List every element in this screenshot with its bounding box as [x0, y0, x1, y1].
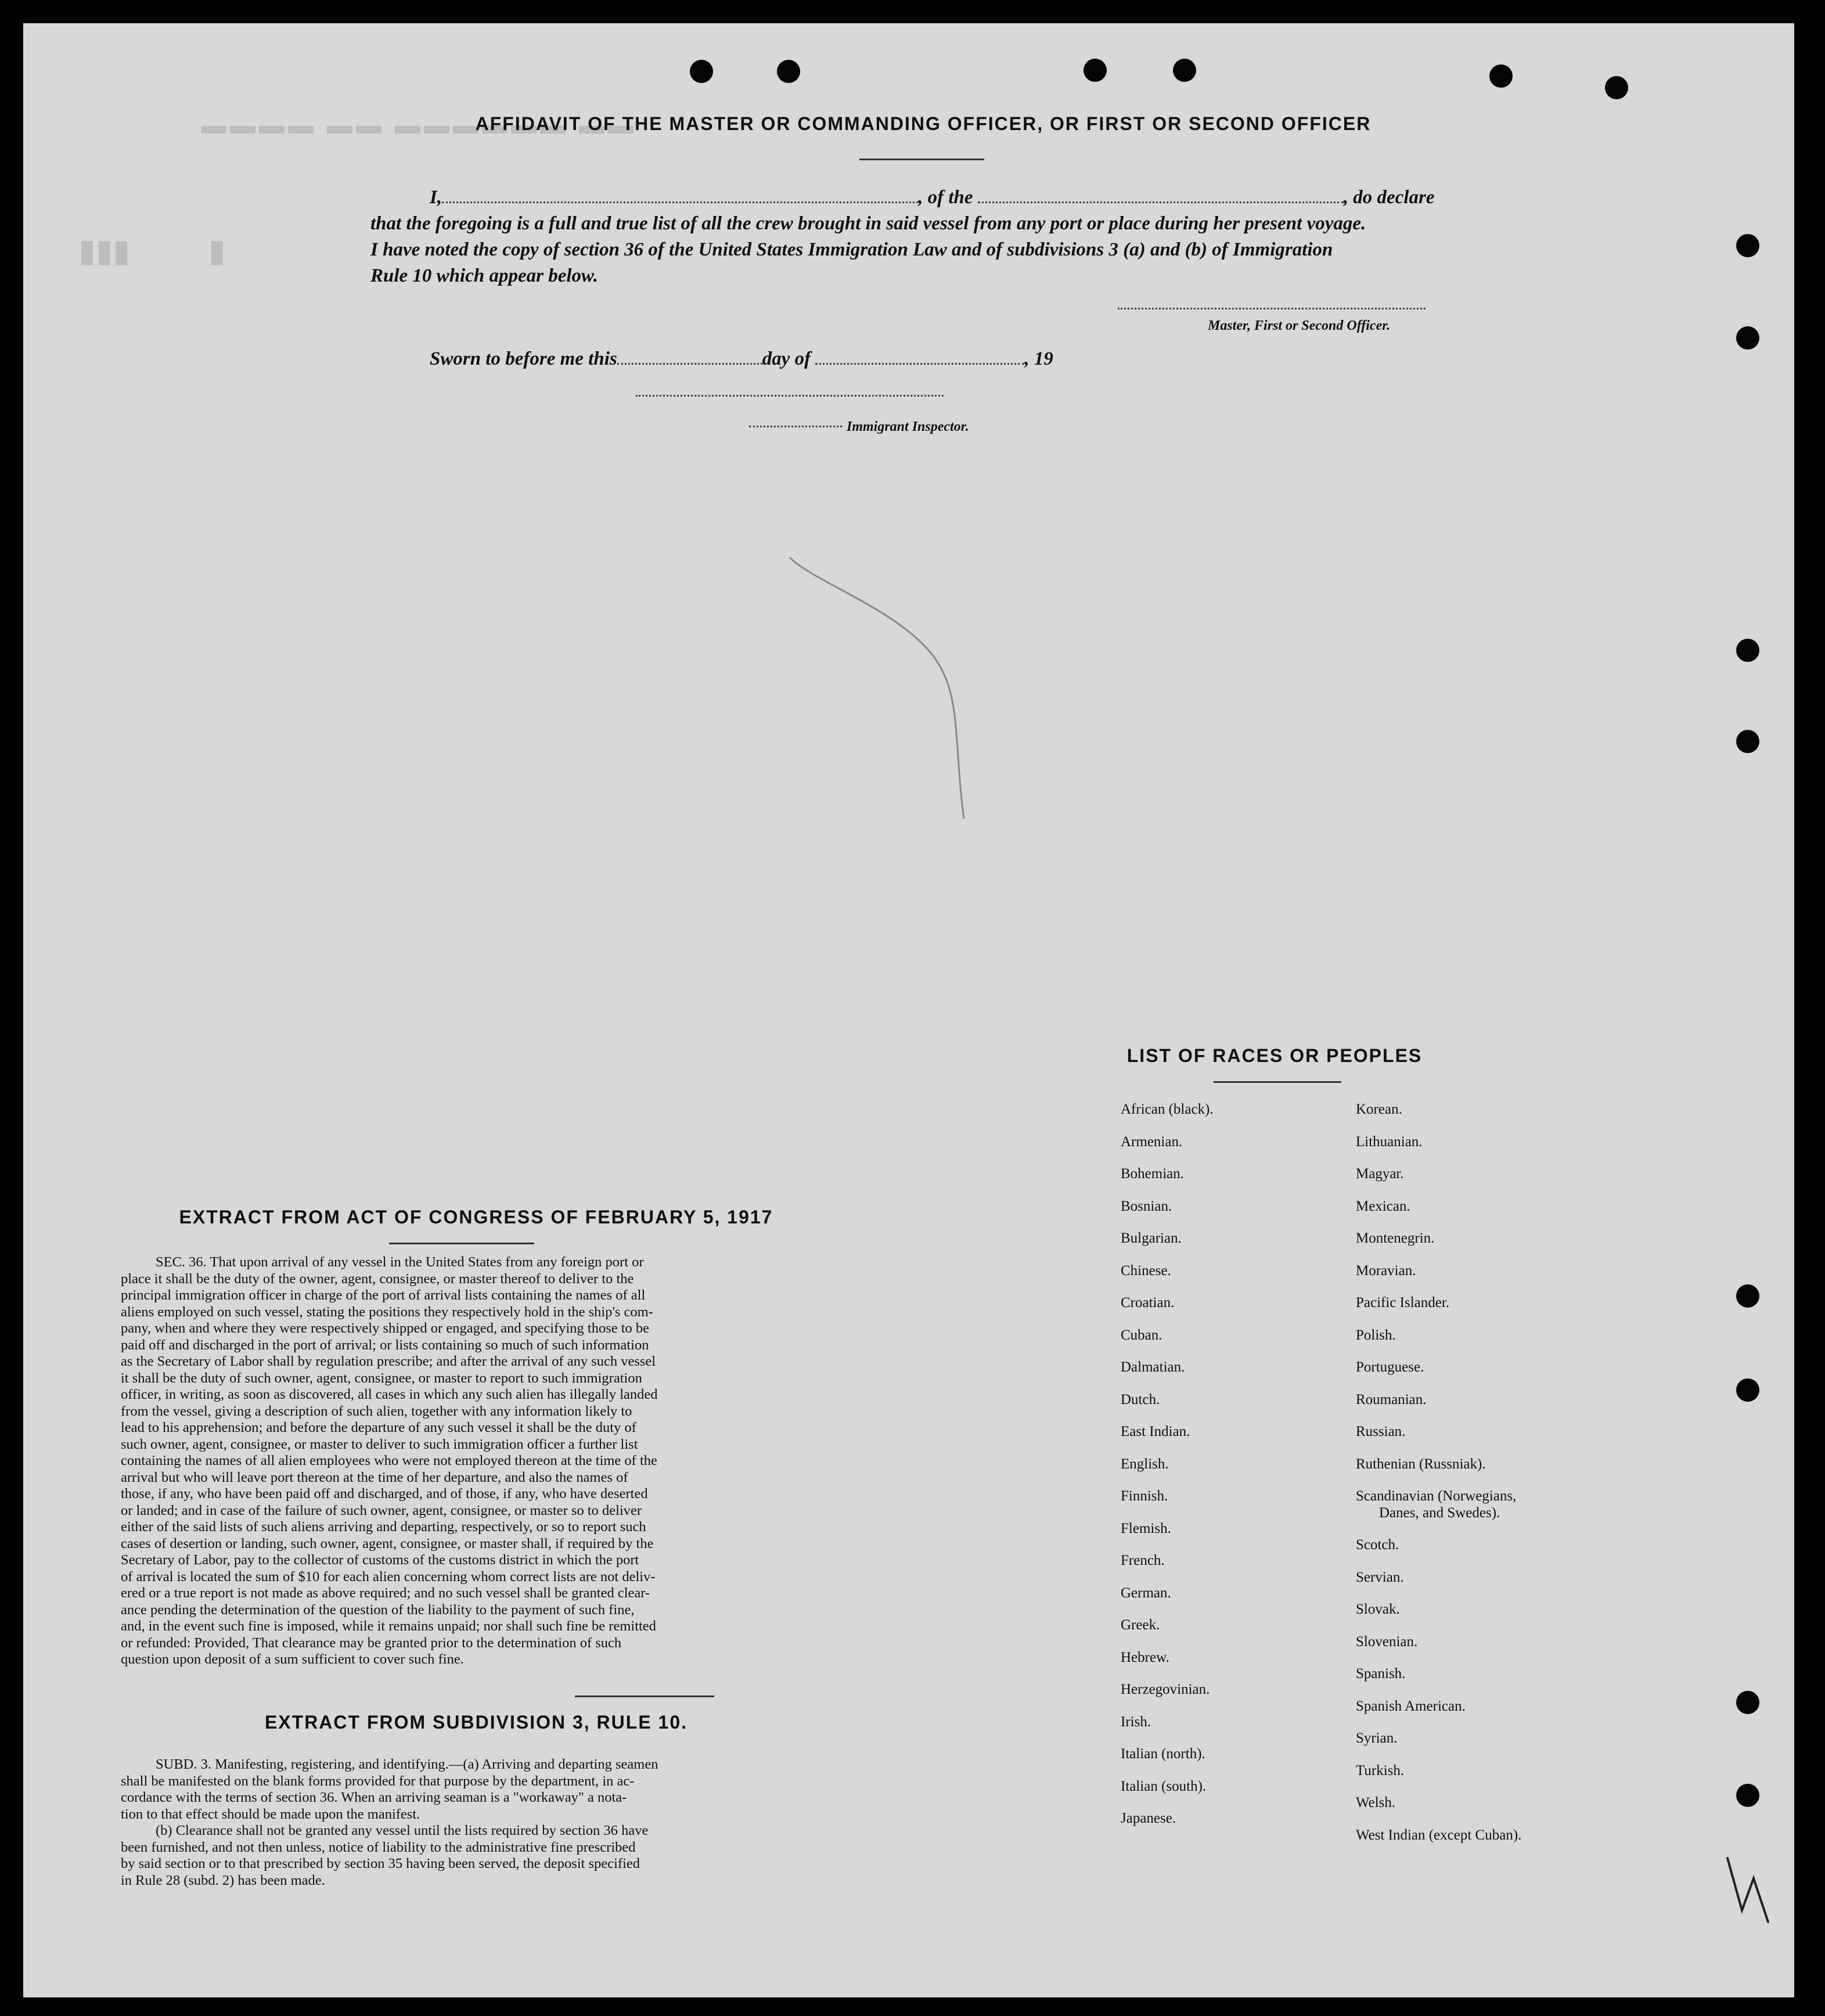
punch-hole: [1736, 1691, 1759, 1714]
text-line: SUBD. 3. Manifesting, registering, and identifying.—(a) Arriving and departing seamen: [156, 1756, 658, 1772]
text-line: ance pending the determination of the question of the liability to the payment of such fine,: [121, 1601, 635, 1618]
text-line: and, in the event such fine is imposed, while it remains unpaid; nor shall such fine be remitted: [121, 1618, 656, 1634]
races-title: LIST OF RACES OR PEOPLES: [1126, 1045, 1423, 1066]
extract-act-title: EXTRACT FROM ACT OF CONGRESS OF FEBRUARY 5, 1917: [179, 1207, 773, 1227]
bleed-through-number: ▮▮▮ ▮: [78, 233, 226, 268]
affidavit-line-3: I have noted the copy of section 36 of the United States Immigration Law and of subdivisions 3 (a) and (b) of Immigration: [370, 239, 1333, 260]
race-item: Montenegrin.: [1356, 1230, 1435, 1246]
punch-hole: [777, 60, 800, 83]
punch-hole: [1736, 730, 1759, 753]
race-item: African (black).: [1121, 1101, 1214, 1117]
race-item: Turkish.: [1356, 1762, 1405, 1779]
race-item: Syrian.: [1356, 1730, 1398, 1746]
text-line: aliens employed on such vessel, stating the positions they respectively hold in the ship's com-: [121, 1304, 653, 1320]
bleed-through-heading: ▬▬ ▬▬▬▬▬▬ ▬▬ ▬▬▬▬: [197, 111, 633, 139]
master-signature-caption: Master, First or Second Officer.: [1208, 318, 1391, 333]
text-line: place it shall be the duty of the owner, agent, consignee, or master thereof to deliver to the: [121, 1270, 634, 1287]
text-line: of arrival is located the sum of $10 for each alien concerning whom correct lists are not deliv-: [121, 1568, 656, 1585]
race-item: Scandinavian (Norwegians,: [1356, 1488, 1517, 1504]
race-item: Ruthenian (Russniak).: [1356, 1456, 1486, 1472]
race-item: Portuguese.: [1356, 1359, 1424, 1375]
text-line: or landed; and in case of the failure of such owner, agent, consignee, or master so to deliver: [121, 1502, 642, 1518]
affidavit-title: AFFIDAVIT OF THE MASTER OR COMMANDING OFFICER, OR FIRST OR SECOND OFFICER: [475, 113, 1372, 134]
race-item: Roumanian.: [1356, 1391, 1427, 1407]
race-item: Moravian.: [1356, 1262, 1416, 1279]
race-item: Croatian.: [1121, 1295, 1175, 1311]
text-line: been furnished, and not then unless, notice of liability to the administrative fine prescribed: [121, 1839, 636, 1855]
punch-hole: [1084, 59, 1107, 82]
text-line: lead to his apprehension; and before the departure of any such vessel it shall be the duty of: [121, 1420, 636, 1435]
race-item: English.: [1121, 1456, 1169, 1472]
race-item: French.: [1121, 1553, 1165, 1568]
text-line: from the vessel, giving a description of such alien, together with any information likely to: [121, 1403, 632, 1419]
race-item: Danes, and Swedes).: [1379, 1504, 1500, 1521]
race-item: German.: [1121, 1585, 1171, 1601]
extract-rule-body: [121, 1756, 835, 1889]
race-item: Scotch.: [1356, 1537, 1399, 1553]
sworn-prefix: Sworn to before me this: [430, 348, 617, 369]
race-item: Armenian.: [1121, 1133, 1183, 1150]
race-item: Lithuanian.: [1356, 1133, 1423, 1150]
extract-act-end-rule: [575, 1695, 714, 1697]
race-item: Dalmatian.: [1121, 1359, 1185, 1375]
race-item: Pacific Islander.: [1356, 1295, 1450, 1311]
vessel-blank: [978, 188, 1344, 203]
race-item: Herzegovinian.: [1121, 1682, 1210, 1697]
race-item: Japanese.: [1121, 1810, 1176, 1826]
sworn-day-label: day of: [762, 348, 811, 369]
race-item: Greek.: [1121, 1617, 1160, 1633]
pencil-mark: [778, 546, 999, 836]
punch-hole: [1736, 639, 1759, 662]
punch-hole: [1736, 1784, 1759, 1807]
punch-hole: [1736, 234, 1759, 257]
race-item: Dutch.: [1121, 1391, 1160, 1407]
text-line: such owner, agent, consignee, or master to deliver to such immigration officer a further list: [121, 1436, 638, 1452]
race-item: Russian.: [1356, 1424, 1406, 1439]
race-item: Cuban.: [1121, 1327, 1162, 1343]
sworn-line: [430, 348, 1185, 370]
punch-hole: [1736, 1378, 1759, 1402]
inspector-signature-caption: Immigrant Inspector.: [847, 419, 969, 434]
race-item: Welsh.: [1356, 1795, 1396, 1810]
text-line: containing the names of all alien employees who were not employed thereon at the time of the: [121, 1453, 657, 1468]
affidavit-declare-label: , do declare: [1343, 187, 1435, 208]
race-item: Finnish.: [1121, 1488, 1168, 1504]
affidavit-declaration-line: [430, 187, 1504, 208]
title-rule: [859, 159, 984, 160]
text-line: pany, when and where they were respectively shipped or engaged, and specifying those to be: [121, 1320, 650, 1336]
race-item: Italian (north).: [1121, 1746, 1205, 1762]
text-line: SEC. 36. That upon arrival of any vessel in the United States from any foreign port or: [156, 1254, 644, 1270]
handwritten-mark: [1719, 1846, 1783, 1934]
name-blank: [442, 188, 918, 203]
race-item: Irish.: [1121, 1713, 1151, 1730]
race-item: Korean.: [1356, 1101, 1402, 1117]
affidavit-i-label: I,: [430, 187, 442, 208]
extract-act-body: [121, 1254, 835, 1668]
race-item: East Indian.: [1121, 1424, 1190, 1439]
text-line: in Rule 28 (subd. 2) has been made.: [121, 1872, 325, 1888]
punch-hole: [1736, 1284, 1759, 1308]
punch-hole: [1489, 64, 1513, 88]
document-page: [23, 23, 1794, 1997]
text-line: tion to that effect should be made upon the manifest.: [121, 1806, 420, 1822]
race-item: Hebrew.: [1121, 1649, 1169, 1665]
text-line: by said section or to that prescribed by section 35 having been served, the deposit specified: [121, 1856, 640, 1871]
race-item: Slovak.: [1356, 1601, 1400, 1617]
text-line: shall be manifested on the blank forms provided for that purpose by the department, in ac-: [121, 1773, 635, 1789]
inspector-short-line: [749, 426, 842, 427]
punch-hole: [690, 60, 713, 83]
text-line: principal immigration officer in charge of the port of arrival lists containing the names of all: [121, 1287, 646, 1303]
text-line: it shall be the duty of such owner, agent, consignee, or master to report to such immigration: [121, 1370, 642, 1386]
master-signature-line: [1118, 308, 1426, 309]
race-item: Slovenian.: [1356, 1633, 1418, 1650]
text-line: cordance with the terms of section 36. When an arriving seaman is a "workaway" a nota-: [121, 1790, 627, 1805]
text-line: question upon deposit of a sum sufficient to cover such fine.: [121, 1651, 464, 1667]
text-line: as the Secretary of Labor shall by regulation prescribe; and after the arrival of any such vessel: [121, 1353, 656, 1369]
text-line: arrival but who will leave port thereon at the time of her departure, and also the names of: [121, 1469, 628, 1485]
race-item: Flemish.: [1121, 1520, 1171, 1536]
race-item: Bulgarian.: [1121, 1230, 1182, 1246]
races-left-column: [1121, 1093, 1214, 1835]
races-right-column: [1356, 1093, 1521, 1851]
race-item: West Indian (except Cuban).: [1356, 1827, 1522, 1843]
race-item: Italian (south).: [1121, 1778, 1207, 1794]
race-item: Mexican.: [1356, 1198, 1410, 1214]
punch-hole: [1605, 76, 1628, 99]
race-item: Spanish.: [1356, 1666, 1406, 1682]
race-item: Bosnian.: [1121, 1198, 1172, 1214]
sworn-day-blank: [617, 349, 762, 365]
text-line: cases of desertion or landing, such owner, agent, consignee, or master shall, if required by the: [121, 1535, 654, 1551]
extract-act-rule: [389, 1243, 534, 1244]
text-line: or refunded: Provided, That clearance may be granted prior to the determination of such: [121, 1635, 622, 1651]
race-item: Servian.: [1356, 1569, 1404, 1585]
races-rule: [1214, 1081, 1341, 1083]
text-line: those, if any, who have been paid off and discharged, and of those, if any, who have deserted: [121, 1486, 648, 1502]
race-item: Bohemian.: [1121, 1166, 1185, 1182]
race-item: Spanish American.: [1356, 1698, 1466, 1714]
text-line: (b) Clearance shall not be granted any vessel until the lists required by section 36 have: [156, 1823, 649, 1838]
affidavit-of-the-label: , of the: [918, 187, 973, 208]
punch-hole: [1736, 326, 1759, 350]
text-line: either of the said lists of such aliens arriving and departing, respectively, or so to report such: [121, 1519, 646, 1535]
sworn-year-label: , 19: [1024, 348, 1053, 369]
text-line: ered or a true report is not made as above required; and no such vessel shall be granted clear-: [121, 1585, 650, 1601]
race-item: Polish.: [1356, 1327, 1396, 1343]
race-item: Chinese.: [1121, 1262, 1171, 1279]
sworn-month-blank: [815, 349, 1024, 365]
punch-hole: [1173, 59, 1196, 82]
affidavit-line-4: Rule 10 which appear below.: [370, 265, 599, 286]
affidavit-line-2: that the foregoing is a full and true list of all the crew brought in said vessel from any port or place during her present voyage.: [370, 213, 1366, 234]
text-line: officer, in writing, as soon as discovered, all cases in which any such alien has illegally landed: [121, 1387, 658, 1402]
inspector-signature-line: [636, 395, 944, 397]
text-line: paid off and discharged in the port of arrival; or lists containing so much of such information: [121, 1337, 649, 1353]
extract-rule-title: EXTRACT FROM SUBDIVISION 3, RULE 10.: [264, 1712, 688, 1733]
race-item: Magyar.: [1356, 1166, 1404, 1182]
text-line: Secretary of Labor, pay to the collector of customs of the customs district in which the port: [121, 1552, 639, 1568]
